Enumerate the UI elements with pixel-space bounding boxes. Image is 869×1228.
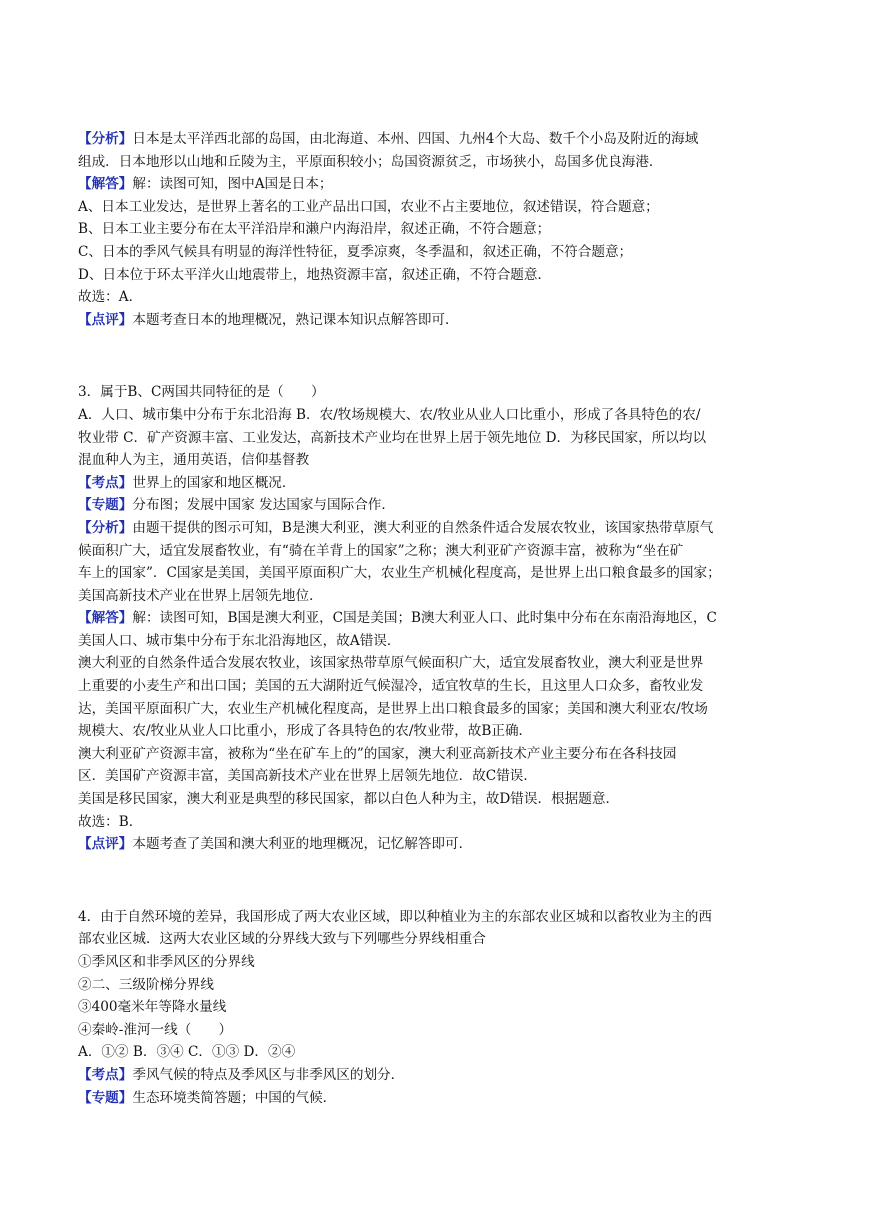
q3-point-line: 【考点】世界上的国家和地区概况． <box>78 474 296 491</box>
q3-answer-line-9: 美国是移民国家，澳大利亚是典型的移民国家，都以白色人种为主，故D错误．根据题意． <box>78 791 620 808</box>
analysis-tag: 【分析】 <box>78 519 133 536</box>
q3-options-line-2: 牧业带 C．矿产资源丰富、工业发达，高新技术产业均在世界上居于领先地位 D．为移民国家，所以均以 <box>78 429 707 446</box>
q4-item-3: ③400毫米年等降水量线 <box>78 999 227 1016</box>
document-page <box>78 128 808 1109</box>
q3-analysis-line-1: 【分析】由题干提供的图示可知，B是澳大利亚，澳大利亚的自然条件适合发展农牧业，该国家热带草原气 <box>78 519 714 536</box>
q3-answer-line-4: 上重要的小麦生产和出口国；美国的五大湖附近气候湿冷，适宜牧草的生长，且这里人口众多，畜牧业发 <box>78 678 704 695</box>
q3-answer-line-10: 故选：B． <box>78 813 143 830</box>
q2-answer-line-2: A、日本工业发达，是世界上著名的工业产品出口国，农业不占主要地位，叙述错误，符合题意； <box>78 198 659 215</box>
q2-answer-line-3: B、日本工业主要分布在太平洋沿岸和濑户内海沿岸，叙述正确，不符合题意； <box>78 221 551 238</box>
topic-tag: 【专题】 <box>78 1089 133 1106</box>
q3-topic-line: 【专题】分布图；发展中国家 发达国家与国际合作． <box>78 497 395 514</box>
answer-tag: 【解答】 <box>78 176 133 193</box>
q3-answer-line-8: 区．美国矿产资源丰富，美国高新技术产业在世界上居领先地位．故C错误． <box>78 768 537 785</box>
q2-answer-line-6: 故选：A． <box>78 289 143 306</box>
q3-analysis-line-2: 候面积广大，适宜发展畜牧业，有“骑在羊背上的国家”之称；澳大利亚矿产资源丰富，被称为“坐在矿 <box>78 542 684 559</box>
analysis-tag: 【分析】 <box>78 131 133 147</box>
q3-analysis-line-4: 美国高新技术产业在世界上居领先地位． <box>78 587 323 604</box>
q3-stem: 3．属于B、C两国共同特征的是（ ） <box>78 384 325 401</box>
q3-comment-line: 【点评】本题考查了美国和澳大利亚的地理概况，记忆解答即可． <box>78 836 473 853</box>
answer-tag: 【解答】 <box>78 610 133 627</box>
q3-answer-line-6: 规模大、农/牧业从业人口比重小，形成了各具特色的农/牧业带，故B正确． <box>78 723 533 740</box>
comment-tag: 【点评】 <box>78 311 133 328</box>
point-tag: 【考点】 <box>78 474 133 491</box>
q2-analysis-line-1: 【分析】日本是太平洋西北部的岛国，由北海道、本州、四国、九州4个大岛、数千个小岛及附近的海域 <box>78 131 699 147</box>
q4-options: A．①② B．③④ C．①③ D．②④ <box>78 1044 296 1061</box>
q4-stem-line-2: 部农业区城．这两大农业区域的分界线大致与下列哪些分界线相重合 <box>78 931 486 948</box>
q4-stem-line-1: 4．由于自然环境的差异，我国形成了两大农业区域，即以种植业为主的东部农业区城和以畜牧业为主的西 <box>78 908 712 925</box>
q3-answer-line-7: 澳大利亚矿产资源丰富，被称为“坐在矿车上的”的国家，澳大利亚高新技术产业主要分布在各科技园 <box>78 745 677 762</box>
q4-topic-line: 【专题】生态环境类简答题；中国的气候． <box>78 1089 337 1106</box>
q3-answer-line-3: 澳大利亚的自然条件适合发展农牧业，该国家热带草原气候面积广大，适宜发展畜牧业，澳大利亚是世界 <box>78 655 704 672</box>
q3-analysis-line-3: 车上的国家”．C国家是美国，美国平原面积广大，农业生产机械化程度高，是世界上出口粮食最多的国家； <box>78 565 721 582</box>
q4-item-4: ④秦岭-淮河一线（ ） <box>78 1021 233 1038</box>
q2-comment-line: 【点评】本题考查日本的地理概况，熟记课本知识点解答即可． <box>78 311 459 328</box>
q2-analysis-line-2: 组成．日本地形以山地和丘陵为主，平原面积较小；岛国资源贫乏，市场狭小，岛国多优良海港． <box>78 153 663 170</box>
q3-options-line-3: 混血种人为主，通用英语，信仰基督教 <box>78 452 310 469</box>
topic-tag: 【专题】 <box>78 497 133 514</box>
q2-answer-line-5: D、日本位于环太平洋火山地震带上，地热资源丰富，叙述正确，不符合题意． <box>78 266 552 283</box>
q3-answer-line-1: 【解答】解：读图可知，B国是澳大利亚，C国是美国；B澳大利亚人口、此时集中分布在东南沿海地区，C <box>78 610 717 627</box>
q3-options-line-1: A．人口、城市集中分布于东北沿海 B．农/牧场规模大、农/牧业从业人口比重小，形成了各具特色的农/ <box>78 406 701 423</box>
q3-answer-line-2: 美国人口、城市集中分布于东北沿海地区，故A错误． <box>78 632 401 649</box>
q4-item-2: ②二、三级阶梯分界线 <box>78 976 214 993</box>
point-tag: 【考点】 <box>78 1066 133 1083</box>
q2-answer-line-4: C、日本的季风气候具有明显的海洋性特征，夏季凉爽，冬季温和，叙述正确，不符合题意； <box>78 243 633 260</box>
q4-point-line: 【考点】季风气候的特点及季风区与非季风区的划分． <box>78 1066 405 1083</box>
comment-tag: 【点评】 <box>78 836 133 853</box>
q3-answer-line-5: 达，美国平原面积广大，农业生产机械化程度高，是世界上出口粮食最多的国家；美国和澳大利亚农/牧场 <box>78 700 708 717</box>
q4-item-1: ①季风区和非季风区的分界线 <box>78 954 255 970</box>
q2-answer-line-1: 【解答】解：读图可知，图中A国是日本； <box>78 176 333 193</box>
